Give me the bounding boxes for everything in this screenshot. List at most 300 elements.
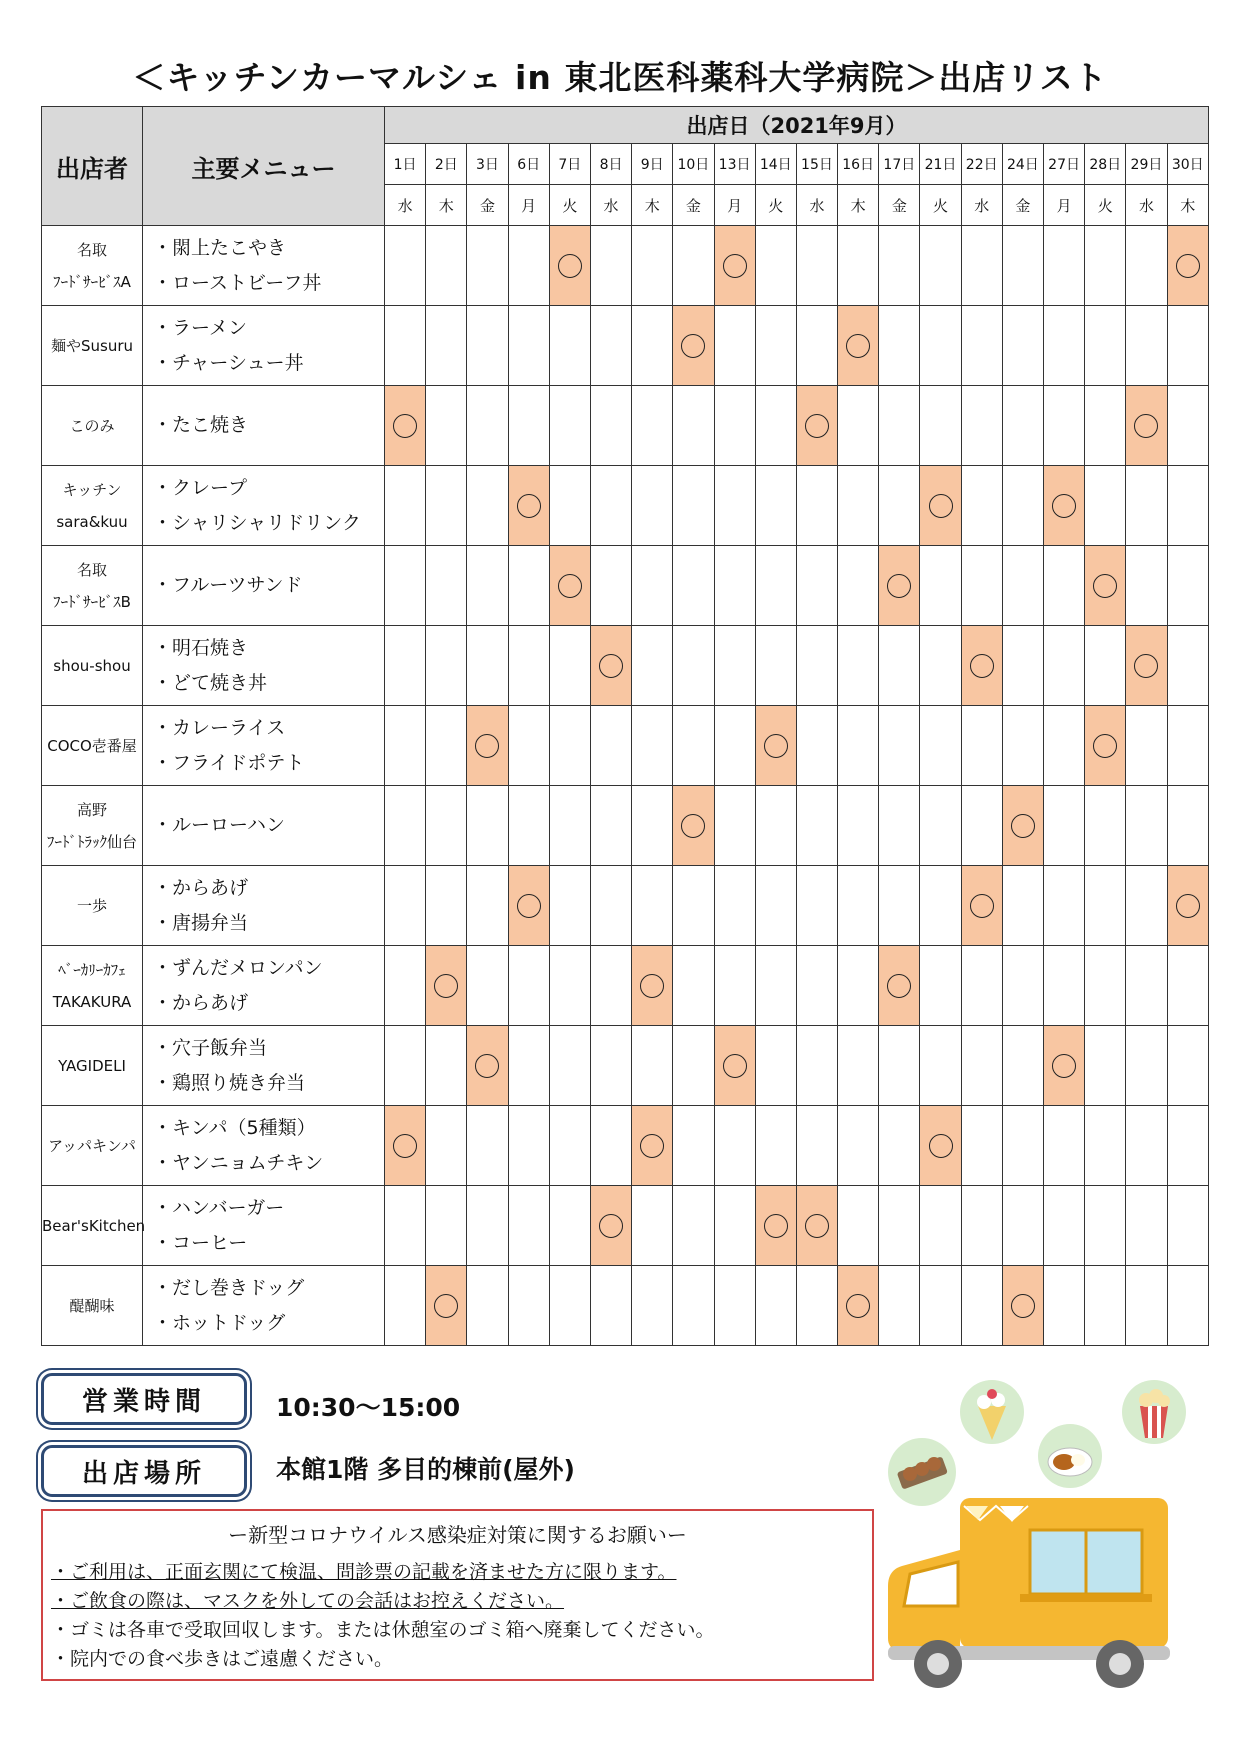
schedule-cell [467, 866, 508, 946]
schedule-cell [1085, 466, 1126, 546]
vendor-name [42, 626, 143, 706]
schedule-cell [1085, 386, 1126, 466]
menu-item: ・キンパ（5種類） [153, 1116, 316, 1139]
schedule-cell [796, 226, 837, 306]
date-cell: 13日 [714, 144, 755, 185]
schedule-cell-on [1167, 866, 1208, 946]
open-mark-icon [846, 1294, 870, 1318]
schedule-cell [426, 1106, 467, 1186]
schedule-cell [714, 306, 755, 386]
schedule-cell [755, 226, 796, 306]
weekday-cell: 火 [920, 185, 961, 226]
schedule-body [42, 226, 1209, 1346]
schedule-cell [632, 786, 673, 866]
schedule-cell-on [714, 1026, 755, 1106]
schedule-cell [879, 786, 920, 866]
vendor-name-line: 名取 [76, 560, 107, 579]
open-mark-icon [1093, 574, 1117, 598]
schedule-cell [838, 1186, 879, 1266]
schedule-cell [590, 1026, 631, 1106]
schedule-cell [1002, 626, 1043, 706]
schedule-cell [1167, 946, 1208, 1026]
schedule-cell [714, 1106, 755, 1186]
open-mark-icon [640, 974, 664, 998]
schedule-cell [385, 466, 426, 546]
schedule-cell-on [920, 466, 961, 546]
schedule-cell-on [714, 226, 755, 306]
table-row [42, 706, 1209, 786]
schedule-cell [1167, 466, 1208, 546]
schedule-cell [590, 306, 631, 386]
schedule-cell [549, 866, 590, 946]
schedule-cell-on [632, 1106, 673, 1186]
schedule-cell [1167, 706, 1208, 786]
menu-cell [143, 866, 385, 946]
schedule-cell [508, 786, 549, 866]
schedule-cell [1085, 946, 1126, 1026]
schedule-cell [385, 786, 426, 866]
open-mark-icon [1134, 654, 1158, 678]
schedule-cell [796, 546, 837, 626]
schedule-cell-on [1126, 386, 1167, 466]
vendor-name [42, 706, 143, 786]
schedule-cell [385, 626, 426, 706]
schedule-cell [1126, 866, 1167, 946]
schedule-cell [714, 626, 755, 706]
schedule-cell [590, 546, 631, 626]
weekday-cell: 木 [1167, 185, 1208, 226]
schedule-cell [796, 626, 837, 706]
vendor-name [42, 226, 143, 306]
schedule-cell [1002, 546, 1043, 626]
menu-cell [143, 626, 385, 706]
schedule-cell [467, 466, 508, 546]
schedule-cell [879, 1106, 920, 1186]
schedule-cell [1085, 1106, 1126, 1186]
vendor-name-line: ﾌｰﾄﾞﾄﾗｯｸ仙台 [46, 832, 137, 851]
date-cell: 3日 [467, 144, 508, 185]
schedule-cell [920, 946, 961, 1026]
schedule-cell [549, 306, 590, 386]
schedule-cell [755, 546, 796, 626]
menu-item: ・チャーシュー丼 [153, 351, 304, 374]
schedule-cell [1002, 706, 1043, 786]
table-row [42, 786, 1209, 866]
schedule-cell-on [385, 386, 426, 466]
schedule-cell [1044, 1186, 1085, 1266]
schedule-cell [508, 946, 549, 1026]
schedule-cell [961, 226, 1002, 306]
schedule-cell [1126, 1026, 1167, 1106]
schedule-cell [590, 226, 631, 306]
schedule-cell [1044, 226, 1085, 306]
notice-line: ・ゴミは各車で受取回収します。または休憩室のゴミ箱へ廃棄してください。 [51, 1619, 715, 1641]
schedule-cell [755, 946, 796, 1026]
open-mark-icon [846, 334, 870, 358]
schedule-cell [590, 866, 631, 946]
vendor-name-line: 一歩 [76, 896, 107, 915]
schedule-cell [426, 546, 467, 626]
open-mark-icon [1093, 734, 1117, 758]
date-cell: 30日 [1167, 144, 1208, 185]
schedule-cell [590, 946, 631, 1026]
schedule-cell [1085, 626, 1126, 706]
open-mark-icon [1134, 414, 1158, 438]
date-cell: 14日 [755, 144, 796, 185]
schedule-cell [838, 226, 879, 306]
date-cell: 29日 [1126, 144, 1167, 185]
weekday-cell: 月 [714, 185, 755, 226]
date-cell: 22日 [961, 144, 1002, 185]
schedule-cell-on [879, 946, 920, 1026]
menu-item: ・カレーライス [153, 716, 286, 739]
schedule-cell [755, 786, 796, 866]
schedule-cell-on [1085, 546, 1126, 626]
open-mark-icon [558, 574, 582, 598]
open-mark-icon [640, 1134, 664, 1158]
schedule-cell [426, 386, 467, 466]
schedule-cell-on [838, 1266, 879, 1346]
open-mark-icon [887, 974, 911, 998]
table-row [42, 866, 1209, 946]
menu-item: ・からあげ [153, 991, 249, 1014]
schedule-cell [1126, 786, 1167, 866]
open-mark-icon [723, 1054, 747, 1078]
schedule-cell [549, 706, 590, 786]
date-cell: 17日 [879, 144, 920, 185]
weekday-cell: 金 [673, 185, 714, 226]
vendor-name-line: shou-shou [53, 656, 131, 675]
weekday-cell: 金 [879, 185, 920, 226]
date-cell: 6日 [508, 144, 549, 185]
schedule-cell [1126, 1106, 1167, 1186]
open-mark-icon [434, 974, 458, 998]
schedule-cell [838, 866, 879, 946]
schedule-cell [385, 226, 426, 306]
notice-line: ・ご利用は、正面玄関にて検温、問診票の記載を済ませた方に限ります。 [51, 1561, 677, 1583]
schedule-table [41, 106, 1209, 1346]
food-truck-icon [888, 1498, 1170, 1688]
vendor-name-line: TAKAKURA [52, 992, 132, 1011]
schedule-cell [673, 546, 714, 626]
schedule-cell [549, 1106, 590, 1186]
notice-title: ー新型コロナウイルス感染症対策に関するお願いー [228, 1523, 687, 1547]
open-mark-icon [558, 254, 582, 278]
schedule-cell [632, 1266, 673, 1346]
open-mark-icon [475, 1054, 499, 1078]
schedule-cell [1002, 306, 1043, 386]
schedule-cell [961, 1186, 1002, 1266]
month-header: 出店日（2021年9月） [385, 107, 1209, 144]
food-truck-illustration [880, 1370, 1210, 1710]
menu-cell [143, 1106, 385, 1186]
schedule-cell-on [508, 466, 549, 546]
schedule-cell [426, 786, 467, 866]
schedule-cell [632, 226, 673, 306]
date-cell: 2日 [426, 144, 467, 185]
vendor-name-line: Bear'sKitchen [42, 1216, 146, 1235]
weekday-cell: 火 [755, 185, 796, 226]
vendor-name [42, 1186, 146, 1266]
menu-item: ・ずんだメロンパン [153, 956, 323, 979]
schedule-cell [714, 466, 755, 546]
schedule-cell-on [1126, 626, 1167, 706]
schedule-cell [508, 546, 549, 626]
schedule-cell [467, 1186, 508, 1266]
crepe-icon [960, 1380, 1024, 1444]
open-mark-icon [475, 734, 499, 758]
schedule-cell [508, 1266, 549, 1346]
schedule-cell [549, 946, 590, 1026]
schedule-cell [920, 866, 961, 946]
open-mark-icon [1176, 894, 1200, 918]
weekday-cell: 火 [1085, 185, 1126, 226]
menu-cell [143, 946, 385, 1026]
schedule-cell [879, 226, 920, 306]
menu-item: ・シャリシャリドリンク [153, 511, 361, 534]
schedule-cell [838, 546, 879, 626]
schedule-cell [467, 226, 508, 306]
schedule-cell [1167, 786, 1208, 866]
schedule-cell [961, 386, 1002, 466]
menu-item: ・ルーローハン [153, 814, 286, 836]
schedule-cell [467, 386, 508, 466]
schedule-cell [632, 626, 673, 706]
schedule-cell [838, 706, 879, 786]
schedule-cell [714, 706, 755, 786]
menu-cell [143, 786, 385, 866]
table-row [42, 626, 1209, 706]
date-cell: 24日 [1002, 144, 1043, 185]
weekday-cell: 水 [796, 185, 837, 226]
schedule-cell [1126, 946, 1167, 1026]
open-mark-icon [1011, 1294, 1035, 1318]
schedule-cell [385, 1186, 426, 1266]
schedule-cell [755, 1266, 796, 1346]
schedule-cell [467, 546, 508, 626]
schedule-cell-on [426, 946, 467, 1026]
schedule-cell [549, 1266, 590, 1346]
vendor-name-line: ﾍﾞｰｶﾘｰｶﾌｪ [58, 960, 126, 979]
schedule-cell [961, 466, 1002, 546]
schedule-cell [673, 946, 714, 1026]
schedule-cell [673, 626, 714, 706]
schedule-cell [1044, 626, 1085, 706]
menu-item: ・穴子飯弁当 [153, 1036, 268, 1059]
schedule-cell [467, 946, 508, 1026]
menu-item: ・フルーツサンド [153, 574, 303, 596]
schedule-cell-on [1085, 706, 1126, 786]
schedule-cell [385, 306, 426, 386]
schedule-cell [1167, 1106, 1208, 1186]
vendor-name-line: sara&kuu [56, 512, 128, 531]
schedule-cell [1002, 1186, 1043, 1266]
vendor-name [42, 1266, 143, 1346]
schedule-cell [426, 706, 467, 786]
schedule-cell [796, 1266, 837, 1346]
vendor-name-line: 麺やSusuru [50, 336, 134, 355]
schedule-cell [796, 786, 837, 866]
schedule-cell [467, 786, 508, 866]
vendor-name [42, 866, 143, 946]
schedule-cell-on [1044, 1026, 1085, 1106]
schedule-cell [632, 866, 673, 946]
date-cell: 16日 [838, 144, 879, 185]
schedule-cell [920, 1026, 961, 1106]
menu-item: ・ヤンニョムチキン [153, 1151, 324, 1174]
schedule-cell [508, 1106, 549, 1186]
schedule-cell [1167, 386, 1208, 466]
schedule-cell [549, 786, 590, 866]
schedule-cell [549, 1186, 590, 1266]
hours-badge: 営業時間 [41, 1373, 247, 1425]
menu-item: ・どて焼き丼 [153, 671, 268, 694]
schedule-cell [673, 466, 714, 546]
menu-item: ・明石焼き [153, 636, 249, 659]
schedule-cell [1002, 386, 1043, 466]
schedule-cell [1044, 946, 1085, 1026]
schedule-cell-on [549, 226, 590, 306]
schedule-cell [1085, 1026, 1126, 1106]
table-row [42, 1186, 1209, 1266]
weekday-cell: 月 [1044, 185, 1085, 226]
menu-cell [143, 1186, 385, 1266]
menu-cell [143, 306, 385, 386]
vendor-name [42, 786, 143, 866]
takoyaki-icon [888, 1438, 956, 1506]
schedule-cell-on [920, 1106, 961, 1186]
schedule-cell [673, 226, 714, 306]
schedule-cell [920, 386, 961, 466]
schedule-cell [1167, 1266, 1208, 1346]
menu-item: ・鶏照り焼き弁当 [153, 1071, 306, 1094]
schedule-cell [590, 1266, 631, 1346]
schedule-cell [1044, 1106, 1085, 1186]
schedule-cell-on [673, 306, 714, 386]
schedule-cell [1126, 466, 1167, 546]
schedule-cell-on [590, 626, 631, 706]
vendor-name-line: ﾌｰﾄﾞｻｰﾋﾞｽA [53, 272, 131, 291]
open-mark-icon [517, 494, 541, 518]
vendor-name [42, 386, 143, 466]
vendor-name [42, 946, 143, 1026]
schedule-cell-on [467, 1026, 508, 1106]
schedule-cell [1044, 386, 1085, 466]
table-row [42, 1266, 1209, 1346]
schedule-cell-on [961, 866, 1002, 946]
schedule-cell [590, 706, 631, 786]
schedule-cell [838, 626, 879, 706]
schedule-cell [426, 306, 467, 386]
open-mark-icon [1052, 1054, 1076, 1078]
open-mark-icon [970, 894, 994, 918]
schedule-cell-on [879, 546, 920, 626]
menu-item: ・たこ焼き [153, 414, 249, 436]
schedule-cell [385, 946, 426, 1026]
open-mark-icon [393, 1134, 417, 1158]
vendor-name-line: YAGIDELI [58, 1056, 126, 1075]
schedule-cell [838, 786, 879, 866]
menu-cell [143, 546, 385, 626]
menu-item: ・だし巻きドッグ [153, 1276, 305, 1299]
schedule-cell-on [796, 1186, 837, 1266]
schedule-cell [838, 946, 879, 1026]
schedule-cell [1002, 946, 1043, 1026]
schedule-cell [1085, 866, 1126, 946]
weekday-cell: 金 [467, 185, 508, 226]
schedule-cell [755, 306, 796, 386]
open-mark-icon [1011, 814, 1035, 838]
table-row [42, 946, 1209, 1026]
schedule-cell [1126, 1186, 1167, 1266]
schedule-cell [673, 1026, 714, 1106]
vendor-name-line: キッチン [62, 480, 122, 499]
weekday-cell: 水 [385, 185, 426, 226]
schedule-cell [920, 1266, 961, 1346]
vendor-name-line: COCO壱番屋 [47, 736, 137, 755]
open-mark-icon [681, 814, 705, 838]
schedule-cell [961, 546, 1002, 626]
schedule-cell [755, 466, 796, 546]
schedule-cell [673, 1106, 714, 1186]
schedule-cell [590, 386, 631, 466]
schedule-cell [796, 946, 837, 1026]
schedule-cell [1002, 866, 1043, 946]
schedule-cell [1167, 306, 1208, 386]
location-value: 本館1階 多目的棟前(屋外) [276, 1455, 575, 1484]
schedule-cell [1085, 786, 1126, 866]
schedule-cell-on [673, 786, 714, 866]
schedule-cell [673, 706, 714, 786]
schedule-cell [879, 1186, 920, 1266]
schedule-cell [920, 706, 961, 786]
schedule-cell-on [590, 1186, 631, 1266]
schedule-cell [508, 706, 549, 786]
schedule-cell [385, 546, 426, 626]
schedule-cell [755, 1026, 796, 1106]
table-row [42, 1106, 1209, 1186]
schedule-cell [1044, 546, 1085, 626]
schedule-cell [796, 1106, 837, 1186]
schedule-cell [632, 386, 673, 466]
schedule-cell [549, 386, 590, 466]
menu-item: ・からあげ [153, 876, 249, 899]
schedule-cell-on [1167, 226, 1208, 306]
open-mark-icon [929, 494, 953, 518]
schedule-cell [1167, 1186, 1208, 1266]
open-mark-icon [764, 734, 788, 758]
schedule-cell [385, 866, 426, 946]
schedule-cell [508, 226, 549, 306]
schedule-cell [590, 1106, 631, 1186]
schedule-cell [961, 1026, 1002, 1106]
date-cell: 28日 [1085, 144, 1126, 185]
menu-item: ・ホットドッグ [153, 1311, 286, 1334]
date-cell: 7日 [549, 144, 590, 185]
table-row [42, 306, 1209, 386]
schedule-cell [426, 226, 467, 306]
schedule-cell-on [1044, 466, 1085, 546]
schedule-cell [508, 626, 549, 706]
table-row [42, 546, 1209, 626]
menu-cell [143, 1266, 385, 1346]
date-cell: 27日 [1044, 144, 1085, 185]
schedule-cell [755, 1106, 796, 1186]
menu-cell [143, 226, 385, 306]
vendor-name-line: 高野 [76, 800, 107, 819]
schedule-cell [632, 306, 673, 386]
open-mark-icon [805, 414, 829, 438]
